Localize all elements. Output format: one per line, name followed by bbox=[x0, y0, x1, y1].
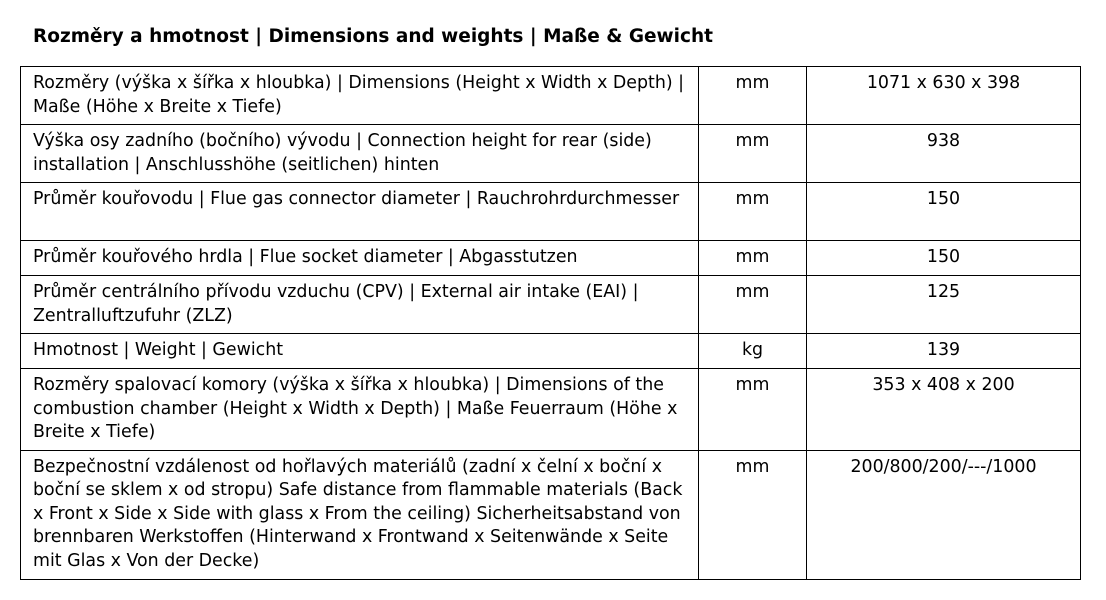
table-row bbox=[21, 183, 1081, 241]
row-value: 200/800/200/---/1000 bbox=[807, 450, 1081, 579]
row-unit: mm bbox=[699, 450, 807, 579]
row-value: 353 x 408 x 200 bbox=[807, 369, 1081, 451]
row-unit: mm bbox=[699, 241, 807, 276]
row-value: 938 bbox=[807, 125, 1081, 183]
row-value: 1071 x 630 x 398 bbox=[807, 67, 1081, 125]
dimensions-weights-table bbox=[20, 66, 1081, 580]
row-value: 150 bbox=[807, 183, 1081, 241]
row-label-air-intake: Průměr centrálního přívodu vzduchu (CPV) | External air intake (EAI) | Zentralluftzufuhr (ZLZ) bbox=[21, 276, 699, 334]
row-label-safe-distance: Bezpečnostní vzdálenost od hořlavých materiálů (zadní x čelní x boční x boční se sklem x od stropu) Safe distance from flammable materials (Back x Front x Side x Side with glass x From the ceiling) Sicherheitsabstand von brennbaren Werkstoffen (Hinterwand x Frontwand x Seitenwände x Seite mit Glas x Von der Decke) bbox=[21, 450, 699, 579]
row-unit: mm bbox=[699, 276, 807, 334]
table-row bbox=[21, 125, 1081, 183]
row-unit: mm bbox=[699, 125, 807, 183]
row-label-combustion-chamber: Rozměry spalovací komory (výška x šířka x hloubka) | Dimensions of the combustion chamber (Height x Width x Depth) | Maße Feuerraum (Höhe x Breite x Tiefe) bbox=[21, 369, 699, 451]
row-label-weight: Hmotnost | Weight | Gewicht bbox=[21, 334, 699, 369]
row-unit: mm bbox=[699, 369, 807, 451]
table-row bbox=[21, 67, 1081, 125]
row-unit: kg bbox=[699, 334, 807, 369]
table-row bbox=[21, 369, 1081, 451]
table-row bbox=[21, 241, 1081, 276]
row-label-dimensions: Rozměry (výška x šířka x hloubka) | Dimensions (Height x Width x Depth) | Maße (Höhe x Breite x Tiefe) bbox=[21, 67, 699, 125]
row-label-flue-connector: Průměr kouřovodu | Flue gas connector diameter | Rauchrohrdurchmesser bbox=[21, 183, 699, 241]
row-label-connection-height: Výška osy zadního (bočního) vývodu | Connection height for rear (side) installation | Anschlusshöhe (seitlichen) hinten bbox=[21, 125, 699, 183]
row-value: 139 bbox=[807, 334, 1081, 369]
row-label-flue-socket: Průměr kouřového hrdla | Flue socket diameter | Abgasstutzen bbox=[21, 241, 699, 276]
row-value: 125 bbox=[807, 276, 1081, 334]
table-row bbox=[21, 334, 1081, 369]
row-unit: mm bbox=[699, 183, 807, 241]
table-row bbox=[21, 276, 1081, 334]
section-heading: Rozměry a hmotnost | Dimensions and weights | Maße & Gewicht bbox=[33, 26, 713, 47]
table-row bbox=[21, 450, 1081, 579]
row-value: 150 bbox=[807, 241, 1081, 276]
row-unit: mm bbox=[699, 67, 807, 125]
